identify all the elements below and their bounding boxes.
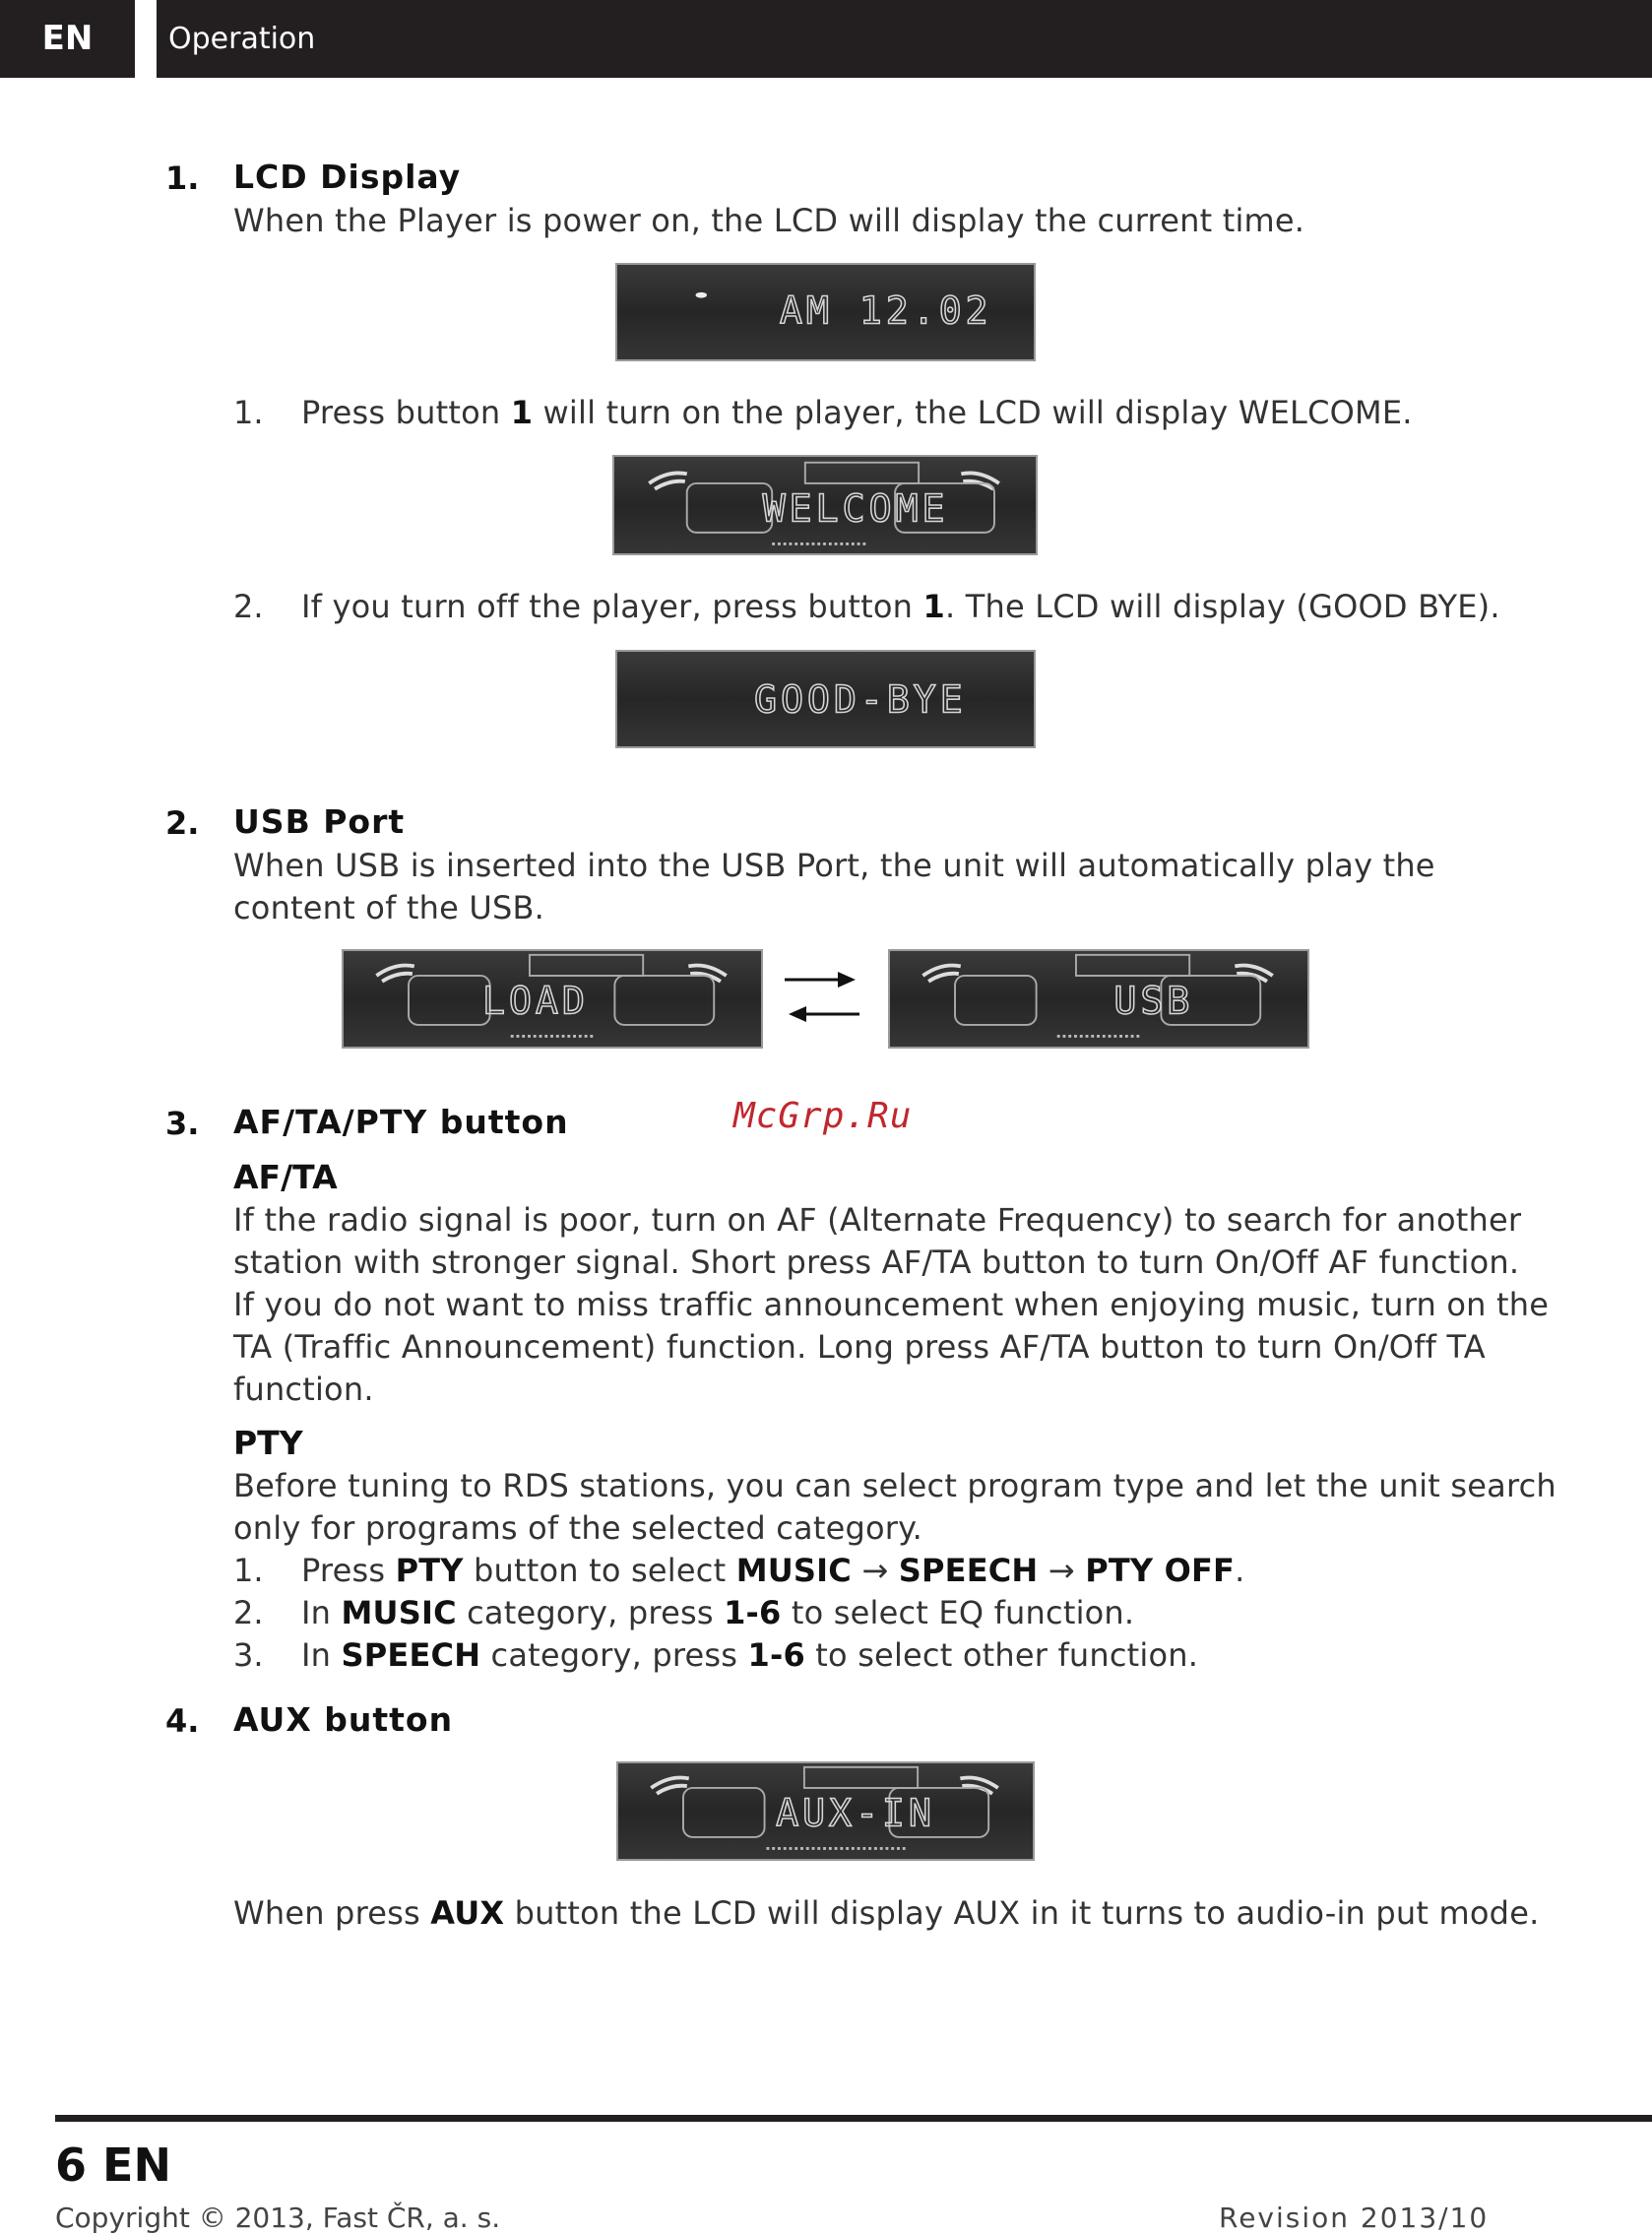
list-number: 3. — [233, 1636, 264, 1674]
lcd-welcome-display — [614, 457, 1036, 553]
button-ref: 1 — [510, 394, 534, 431]
mode-ref: MUSIC — [341, 1594, 457, 1631]
text-fragment: category, press — [456, 1594, 725, 1631]
text-fragment: . The LCD will display (GOOD BYE). — [944, 588, 1500, 625]
list-number: 2. — [233, 588, 264, 625]
list-item-power-on — [301, 392, 1413, 434]
lcd-goodbye-display — [617, 652, 1034, 746]
aux-text — [233, 1892, 1539, 1935]
lcd-load-display — [344, 951, 761, 1047]
af-text-line: function. — [233, 1371, 374, 1408]
section-number: 1. — [165, 160, 200, 197]
watermark-text: McGrp.Ru — [733, 1096, 913, 1136]
mode-ref: MUSIC — [735, 1552, 852, 1589]
list-item-speech — [301, 1634, 1198, 1677]
list-item-pty-select — [301, 1550, 1244, 1592]
button-ref: PTY — [395, 1552, 464, 1589]
af-text-line: TA (Traffic Announcement) function. Long press AF/TA button to turn On/Off TA — [233, 1328, 1486, 1366]
text-fragment: to select EQ function. — [781, 1594, 1135, 1631]
lcd-load-text: LOAD — [481, 979, 589, 1024]
lcd-image-welcome — [612, 455, 1038, 555]
arrow-right-icon: → — [1038, 1552, 1086, 1589]
footer-divider — [55, 2115, 1652, 2122]
lcd-image-time — [615, 263, 1036, 361]
lcd-image-usb — [888, 949, 1309, 1049]
subsection-title-pty: PTY — [233, 1424, 303, 1462]
af-text-line: If you do not want to miss traffic announcement when enjoying music, turn on the — [233, 1286, 1550, 1323]
lcd-image-goodbye — [615, 650, 1036, 748]
text-fragment: In — [301, 1594, 342, 1631]
button-ref: 1 — [922, 588, 945, 625]
lcd-welcome-text: WELCOME — [762, 486, 949, 532]
text-fragment: button to select — [463, 1552, 736, 1589]
lcd-usb-display — [890, 951, 1307, 1047]
pty-text-line: Before tuning to RDS stations, you can select program type and let the unit search — [233, 1467, 1557, 1504]
list-item-music — [301, 1592, 1134, 1634]
lcd-image-aux — [616, 1761, 1035, 1861]
list-number: 1. — [233, 1552, 264, 1589]
language-tab: EN — [0, 0, 135, 78]
mode-ref: SPEECH — [898, 1552, 1039, 1589]
lcd-image-load — [342, 949, 763, 1049]
section-number: 4. — [165, 1702, 200, 1740]
copyright-text: Copyright © 2013, Fast ČR, a. s. — [55, 2202, 501, 2234]
mode-ref: SPEECH — [341, 1636, 481, 1674]
toggle-arrows-icon — [783, 970, 861, 1029]
lcd-time-display — [617, 265, 1034, 359]
usb-text-line: content of the USB. — [233, 889, 545, 926]
mode-ref: PTY OFF — [1085, 1552, 1236, 1589]
revision-text: Revision 2013/10 — [1219, 2202, 1490, 2234]
lcd-intro-text: When the Player is power on, the LCD will display the current time. — [233, 202, 1305, 239]
text-fragment: to select other function. — [804, 1636, 1199, 1674]
af-text-line: station with stronger signal. Short press AF/TA button to turn On/Off AF function. — [233, 1244, 1520, 1281]
text-fragment: When press — [233, 1894, 431, 1932]
section-title-usb-port: USB Port — [233, 802, 406, 841]
section-number: 3. — [165, 1105, 200, 1142]
pty-text-line: only for programs of the selected category. — [233, 1509, 923, 1547]
list-number: 1. — [233, 394, 264, 431]
section-title-af-ta-pty: AF/TA/PTY button — [233, 1103, 569, 1141]
text-fragment: Press button — [301, 394, 511, 431]
lcd-time-text: AM 12.02 — [779, 288, 992, 334]
subsection-title-af-ta: AF/TA — [233, 1158, 338, 1196]
usb-text-line: When USB is inserted into the USB Port, the unit will automatically play the — [233, 847, 1435, 884]
section-header: Operation — [157, 0, 1652, 78]
section-title-aux-button: AUX button — [233, 1700, 454, 1739]
arrow-right-icon: → — [851, 1552, 899, 1589]
list-number: 2. — [233, 1594, 264, 1631]
text-fragment: . — [1235, 1552, 1245, 1589]
lcd-usb-text: USB — [1113, 979, 1194, 1024]
lcd-goodbye-text: GOOD-BYE — [754, 677, 967, 723]
button-ref: 1-6 — [724, 1594, 782, 1631]
text-fragment: button the LCD will display AUX in it turns to audio-in put mode. — [504, 1894, 1540, 1932]
text-fragment: Press — [301, 1552, 396, 1589]
lcd-aux-display — [618, 1763, 1033, 1859]
section-title-lcd-display: LCD Display — [233, 158, 462, 196]
section-number: 2. — [165, 804, 200, 842]
af-text-line: If the radio signal is poor, turn on AF (Alternate Frequency) to search for another — [233, 1201, 1522, 1239]
text-fragment: will turn on the player, the LCD will display WELCOME. — [533, 394, 1413, 431]
button-ref: 1-6 — [747, 1636, 805, 1674]
page-number: 6 EN — [55, 2138, 171, 2192]
button-ref: AUX — [430, 1894, 505, 1932]
text-fragment: In — [301, 1636, 342, 1674]
text-fragment: If you turn off the player, press button — [301, 588, 923, 625]
text-fragment: category, press — [480, 1636, 748, 1674]
lcd-aux-text: AUX-IN — [776, 1791, 935, 1836]
list-item-power-off — [301, 586, 1500, 628]
